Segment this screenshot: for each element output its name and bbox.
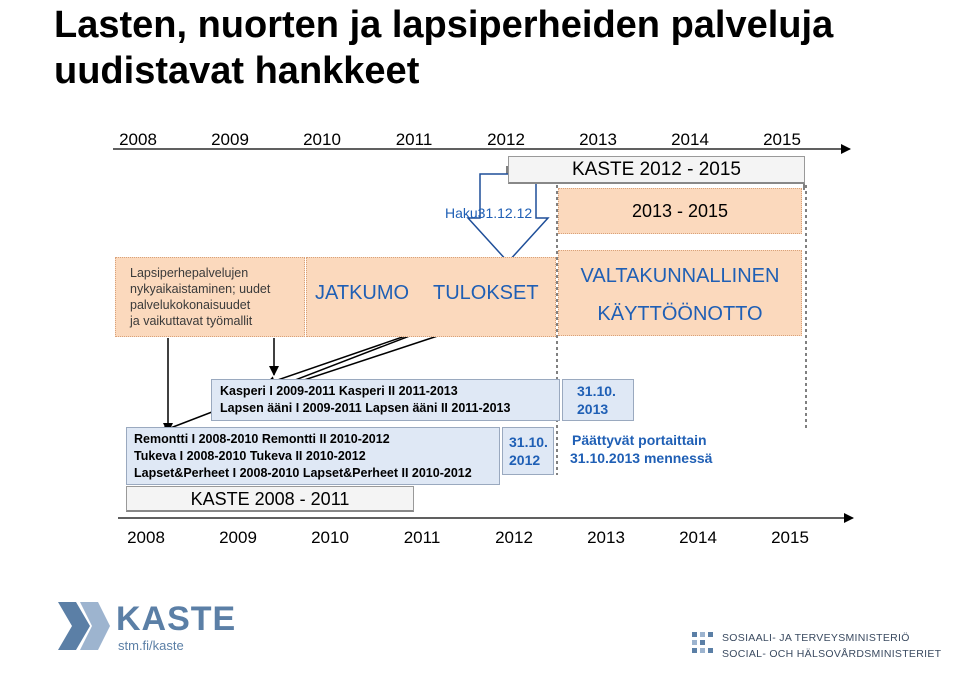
top-year-label: 2008: [119, 130, 157, 149]
end-date-2012-line: 31.10.: [509, 434, 548, 450]
top-year-label: 2013: [579, 130, 617, 149]
ministry-name-sv: SOCIAL- OCH HÄLSOVÅRDSMINISTERIET: [722, 648, 942, 660]
phased-end-line: 31.10.2013 mennessä: [570, 450, 713, 466]
national-deployment-box: [558, 250, 802, 336]
top-year-label: 2014: [671, 130, 709, 149]
end-date-2013-box: [562, 379, 634, 421]
bottom-year-label: 2008: [127, 528, 165, 547]
end-date-2013-line: 31.10.: [577, 383, 616, 399]
ministry-logo-icon: [690, 630, 718, 662]
ministry-name-fi: SOSIAALI- JA TERVEYSMINISTERIÖ: [722, 632, 910, 644]
kaste-2008-2011-label: KASTE 2008 - 2011: [190, 489, 350, 509]
top-year-label: 2015: [763, 130, 801, 149]
kaste-2008-2011-bar: [126, 486, 414, 512]
bottom-year-label: 2010: [311, 528, 349, 547]
kaste-logo-icon: [52, 598, 112, 658]
bottom-year-label: 2011: [403, 528, 441, 547]
kaste-logo: [52, 598, 252, 658]
bottom-year-label: 2013: [587, 528, 625, 547]
top-year-label: 2010: [303, 130, 341, 149]
remontti-projects-box: [126, 427, 500, 485]
period-2013-2015-label: 2013 - 2015: [631, 201, 729, 221]
page-title: Lasten, nuorten ja lapsiperheiden palveluja uudistavat hankkeet: [54, 4, 834, 92]
phased-end-line: Päättyvät portaittain: [572, 432, 707, 448]
kaste-2012-2015-bar: [508, 156, 805, 184]
haku-deadline-label: Haku31.12.12: [445, 205, 533, 221]
tulokset-label: TULOKSET: [433, 282, 539, 304]
remontti-line: Lapset&Perheet I 2008-2010 Lapset&Perheet II 2010-2012: [134, 466, 472, 480]
development-goals-line: Lapsiperhepalvelujen: [130, 266, 249, 280]
ministry-logo: [690, 628, 950, 678]
kaste-logo-url: stm.fi/kaste: [118, 638, 184, 653]
bottom-year-label: 2009: [219, 528, 257, 547]
bottom-year-label: 2015: [771, 528, 809, 547]
bottom-year-label: 2012: [495, 528, 533, 547]
bottom-year-label: 2014: [679, 528, 717, 547]
period-2013-2015-box: [558, 188, 802, 234]
top-year-label: 2011: [395, 130, 433, 149]
development-goals-line: nykyaikaistaminen; uudet: [130, 282, 271, 296]
kaste-logo-text: KASTE: [116, 600, 237, 638]
development-goals-line: palvelukokonaisuudet: [130, 298, 251, 312]
continuity-results-box: [306, 257, 556, 337]
end-date-2012-line: 2012: [509, 452, 541, 468]
kasperi-line: Kasperi I 2009-2011 Kasperi II 2011-2013: [220, 384, 458, 398]
development-goals-box: [115, 257, 305, 337]
kasperi-projects-box: [211, 379, 560, 421]
kayttoonotto-label: KÄYTTÖÖNOTTO: [597, 303, 763, 325]
kasperi-line: Lapsen ääni I 2009-2011 Lapsen ääni II 2011-2013: [220, 401, 511, 415]
development-goals-line: ja vaikuttavat työmallit: [130, 314, 253, 328]
remontti-line: Tukeva I 2008-2010 Tukeva II 2010-2012: [134, 449, 366, 463]
jatkumo-label: JATKUMO: [315, 282, 410, 304]
top-year-label: 2012: [487, 130, 525, 149]
end-date-2012-box: [502, 427, 554, 475]
valtakunnallinen-label: VALTAKUNNALLINEN: [580, 265, 780, 287]
top-year-label: 2009: [211, 130, 249, 149]
end-date-2013-line: 2013: [577, 401, 609, 417]
kaste-2012-2015-label: KASTE 2012 - 2015: [572, 159, 741, 180]
remontti-line: Remontti I 2008-2010 Remontti II 2010-2012: [134, 432, 390, 446]
